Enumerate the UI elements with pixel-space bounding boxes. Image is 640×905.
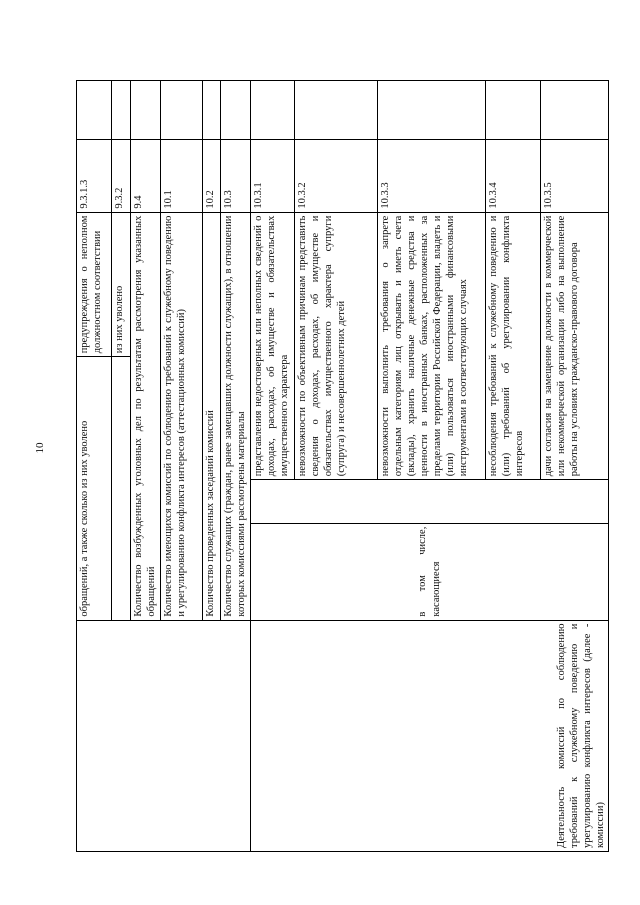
sub-row-text: предупреждения о неполном должностном соответствии bbox=[77, 212, 112, 357]
row-number: 9.3.2 bbox=[112, 140, 131, 212]
row-text: дачи согласия на замещение должности в коммерческой или некоммерческой организации либо на выполнение работы на условиях гражданско-правового договора bbox=[540, 212, 608, 480]
value-cell bbox=[220, 81, 250, 140]
row-text: Количество возбужденных уголовных дел по результатам рассмотрения указанных обращений bbox=[130, 212, 160, 620]
in-that-label: в том числе, касающиеся bbox=[251, 523, 609, 620]
row-text: невозможности выполнить требования о запрете отдельным категориям лиц открывать и иметь счета (вклады), хранить наличные денежные средства и ценности в иностранных банках, расположенных за пределами территории Российской Федерации, владеть и (или) пользоваться иностранными финансовыми инструментами в соответствующих случаях bbox=[377, 212, 485, 480]
row-number: 9.3.1.3 bbox=[77, 140, 112, 212]
row-text: несоблюдения требований к служебному поведению и (или) требований об урегулировании конфликта интересов bbox=[486, 212, 541, 480]
row-text: представления недостоверных или неполных сведений о доходах, расходах, об имуществе и обязательствах имущественного характера bbox=[251, 212, 295, 480]
value-cell bbox=[251, 81, 295, 140]
row-text: обращений, а также сколько из них уволено bbox=[77, 357, 112, 620]
row-text: Количество служащих (граждан, ранее замещавших должности служащих), в отношении которых комиссиями рассмотрены материалы bbox=[220, 212, 250, 620]
value-cell bbox=[540, 81, 608, 140]
row-text-empty bbox=[112, 357, 131, 620]
row-number: 10.2 bbox=[203, 140, 221, 212]
value-cell bbox=[160, 81, 202, 140]
report-table bbox=[76, 80, 609, 852]
row-text: из них уволено bbox=[112, 212, 131, 357]
table-row bbox=[251, 81, 295, 852]
section-cell-empty bbox=[77, 620, 251, 851]
row-number: 10.3.1 bbox=[251, 140, 295, 212]
row-text: невозможности по объективным причинам представить сведения о доходах, расходах, об имуществе и обязательствах имущественного характера супруги (супруга) и несовершеннолетних детей bbox=[294, 212, 377, 480]
value-cell bbox=[203, 81, 221, 140]
value-cell bbox=[130, 81, 160, 140]
row-number: 10.3.5 bbox=[540, 140, 608, 212]
row-text: Количество имеющихся комиссий по соблюдению требований к служебному поведению и урегулированию конфликта интересов (аттестационных комиссий) bbox=[160, 212, 202, 620]
row-number: 10.3.2 bbox=[294, 140, 377, 212]
value-cell bbox=[77, 81, 112, 140]
row-number: 9.4 bbox=[130, 140, 160, 212]
row-text: Количество проведенных заседаний комиссий bbox=[203, 212, 221, 620]
row-number: 10.3.4 bbox=[486, 140, 541, 212]
spacer-cell bbox=[251, 480, 609, 523]
rotated-table-container bbox=[76, 80, 609, 852]
value-cell bbox=[486, 81, 541, 140]
value-cell bbox=[294, 81, 377, 140]
row-number: 10.3 bbox=[220, 140, 250, 212]
row-number: 10.1 bbox=[160, 140, 202, 212]
row-number: 10.3.3 bbox=[377, 140, 485, 212]
value-cell bbox=[377, 81, 485, 140]
value-cell bbox=[112, 81, 131, 140]
table-row bbox=[77, 81, 112, 852]
section-label: Деятельность комиссий по соблюдению требований к служебному поведению и урегулированию конфликта интересов (далее - комиссии) bbox=[251, 620, 609, 851]
page-number: 10 bbox=[34, 442, 46, 454]
